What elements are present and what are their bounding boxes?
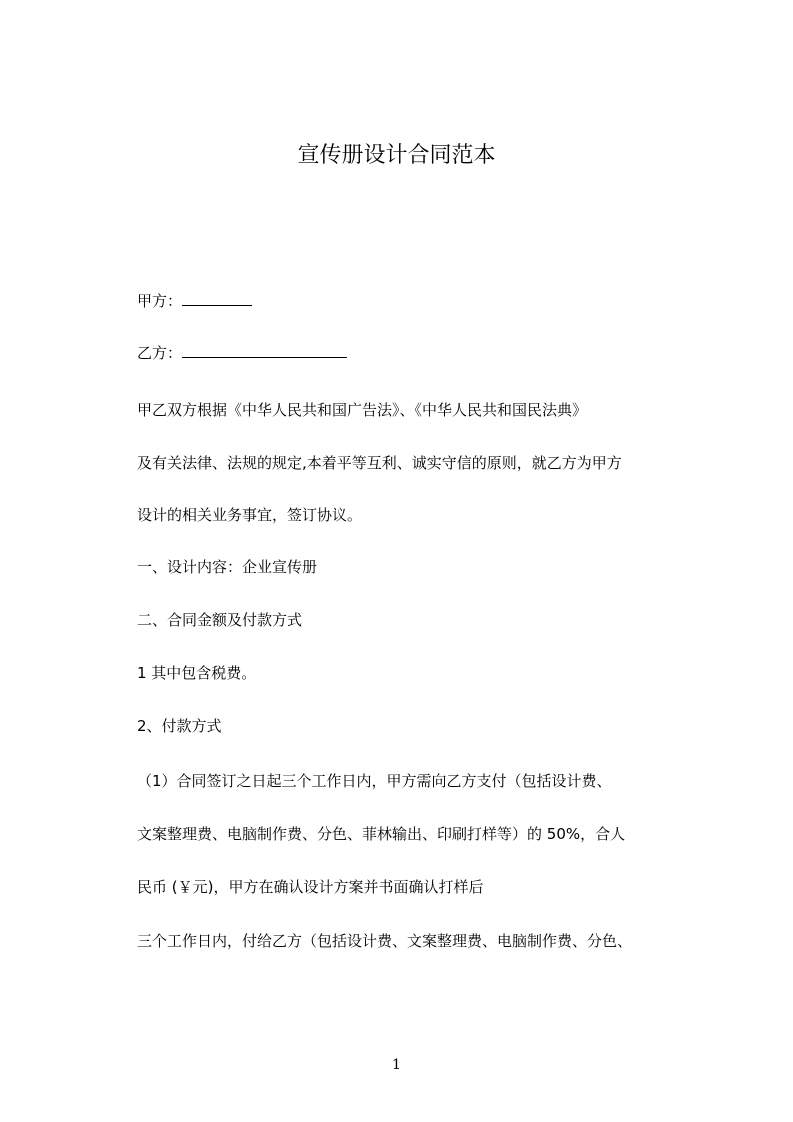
party-b-label: 乙方：: [137, 344, 183, 362]
paragraph-line: 文案整理费、电脑制作费、分色、菲林输出、印刷打样等）的 50%，合人: [137, 825, 626, 843]
paragraph-line: 设计的相关业务事宜，签订协议。: [137, 506, 363, 524]
party-a-line: [137, 291, 252, 311]
party-a-blank: [182, 291, 252, 306]
paragraph-line: 民币 (￥元)，甲方在确认设计方案并书面确认打样后: [137, 878, 484, 896]
paragraph-line: 1 其中包含税费。: [137, 664, 257, 682]
section-heading: 二、合同金额及付款方式: [137, 611, 303, 629]
paragraph-line: 甲乙双方根据《中华人民共和国广告法》、《中华人民共和国民法典》: [137, 401, 588, 419]
paragraph-line: （1）合同签订之日起三个工作日内，甲方需向乙方支付（包括设计费、: [137, 772, 612, 790]
page-number: 1: [392, 1057, 401, 1073]
party-a-label: 甲方：: [137, 292, 183, 310]
party-b-blank: [182, 343, 347, 358]
section-heading: 一、设计内容：企业宣传册: [137, 558, 318, 576]
party-b-line: [137, 343, 347, 363]
document-title: 宣传册设计合同范本: [297, 143, 496, 168]
paragraph-line: 2、付款方式: [137, 717, 222, 735]
paragraph-line: 及有关法律、法规的规定,本着平等互利、诚实守信的原则，就乙方为甲方: [137, 454, 622, 472]
paragraph-line: 三个工作日内，付给乙方（包括设计费、文案整理费、电脑制作费、分色、: [137, 932, 633, 950]
